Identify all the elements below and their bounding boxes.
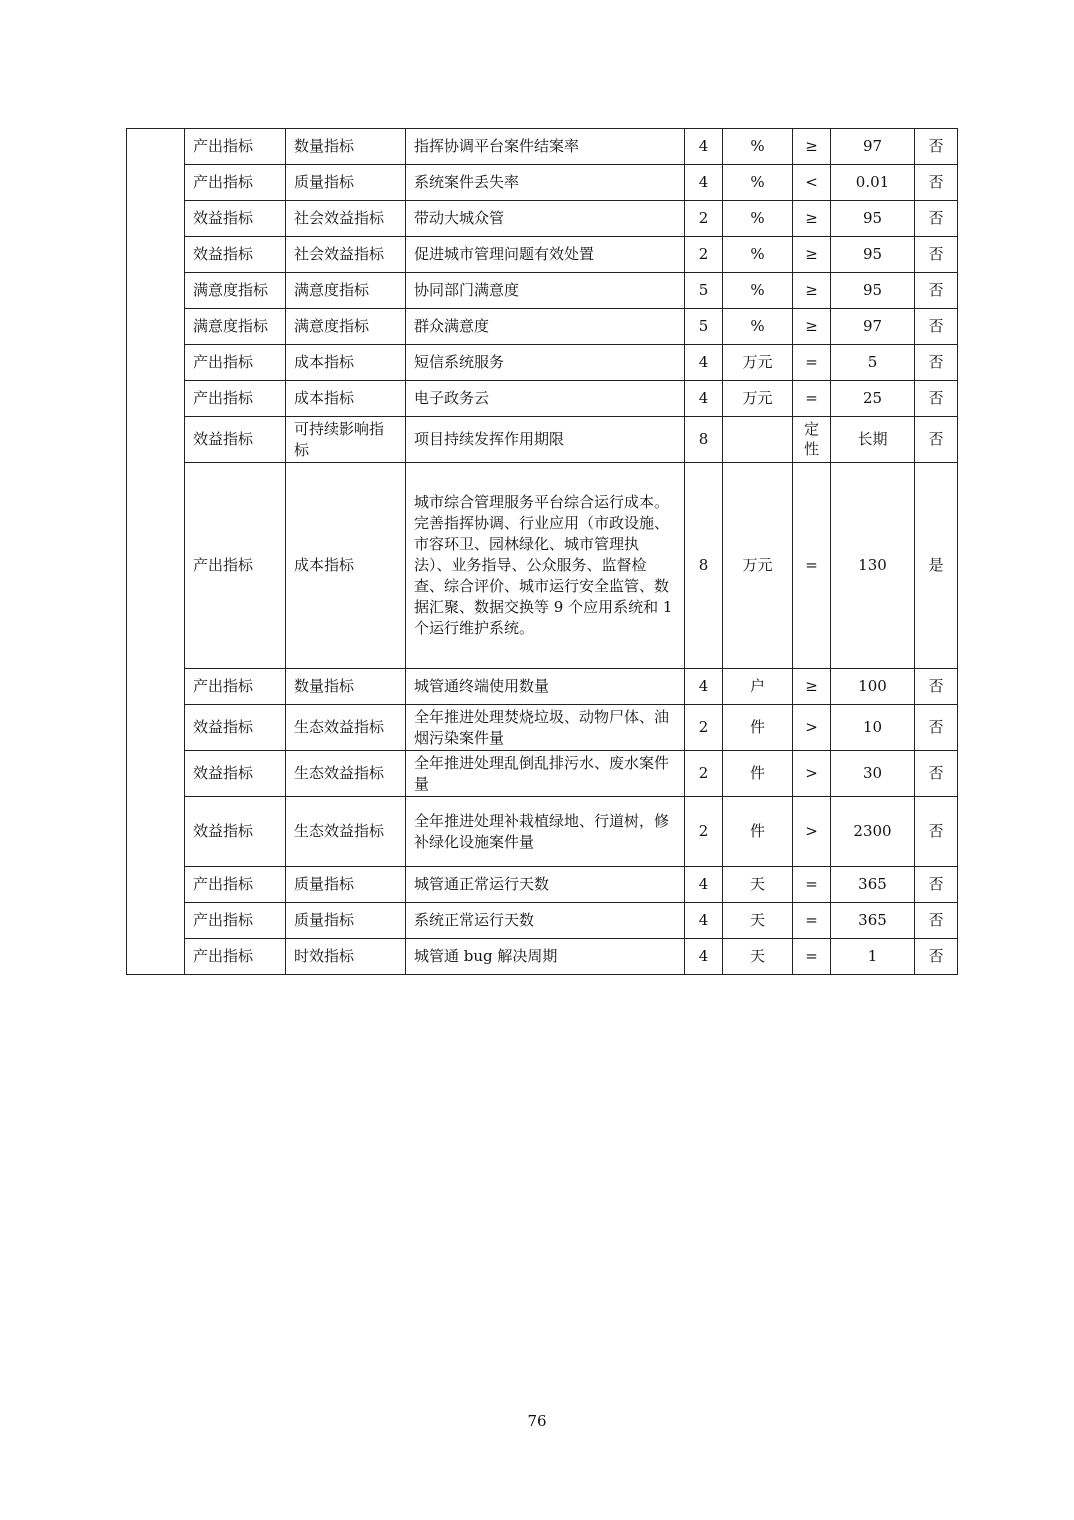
operator-cell: > [793,705,831,751]
core-indicator-cell: 否 [915,903,958,939]
indicator-name-cell: 带动大城众管 [406,201,685,237]
unit-cell: % [723,165,793,201]
unit-cell: % [723,201,793,237]
indicator-name-cell: 城管通正常运行天数 [406,867,685,903]
level1-cell: 满意度指标 [185,309,286,345]
core-indicator-cell: 否 [915,751,958,797]
weight-cell: 8 [685,417,723,463]
level1-cell: 效益指标 [185,237,286,273]
target-value-cell: 95 [831,201,915,237]
table-row [127,309,958,345]
table-row [127,129,958,165]
level1-cell: 产出指标 [185,939,286,975]
level2-cell: 质量指标 [286,903,406,939]
merged-category-cell [127,129,185,975]
unit-cell: 万元 [723,463,793,669]
level1-cell: 产出指标 [185,903,286,939]
level2-cell: 成本指标 [286,381,406,417]
weight-cell: 2 [685,237,723,273]
level1-cell: 产出指标 [185,381,286,417]
level1-cell: 效益指标 [185,201,286,237]
page-number: 76 [527,1412,547,1430]
weight-cell: 8 [685,463,723,669]
weight-cell: 4 [685,165,723,201]
target-value-cell: 365 [831,867,915,903]
level2-cell: 社会效益指标 [286,201,406,237]
indicator-name-cell: 项目持续发挥作用期限 [406,417,685,463]
level2-cell: 满意度指标 [286,309,406,345]
target-value-cell: 25 [831,381,915,417]
table-row [127,867,958,903]
indicator-name-cell: 城市综合管理服务平台综合运行成本。完善指挥协调、行业应用（市政设施、市容环卫、园林绿化、城市管理执法）、业务指导、公众服务、监督检查、综合评价、城市运行安全监管、数据汇聚、数据交换等 9 个应用系统和 1 个运行维护系统。 [406,463,685,669]
indicator-name-cell: 城管通 bug 解决周期 [406,939,685,975]
table-row [127,381,958,417]
operator-cell: < [793,165,831,201]
core-indicator-cell: 否 [915,797,958,867]
level2-cell: 社会效益指标 [286,237,406,273]
level1-cell: 产出指标 [185,165,286,201]
core-indicator-cell: 否 [915,381,958,417]
indicator-name-cell: 城管通终端使用数量 [406,669,685,705]
weight-cell: 5 [685,273,723,309]
unit-cell: % [723,129,793,165]
unit-cell: % [723,237,793,273]
operator-cell: > [793,797,831,867]
unit-cell: 天 [723,939,793,975]
level2-cell: 生态效益指标 [286,797,406,867]
weight-cell: 4 [685,129,723,165]
indicator-name-cell: 系统正常运行天数 [406,903,685,939]
core-indicator-cell: 否 [915,237,958,273]
core-indicator-cell: 否 [915,273,958,309]
table-row [127,751,958,797]
core-indicator-cell: 否 [915,201,958,237]
level1-cell: 效益指标 [185,705,286,751]
target-value-cell: 30 [831,751,915,797]
core-indicator-cell: 否 [915,939,958,975]
table-row [127,463,958,669]
target-value-cell: 长期 [831,417,915,463]
unit-cell: 件 [723,797,793,867]
level2-cell: 质量指标 [286,867,406,903]
table-row [127,345,958,381]
unit-cell: 万元 [723,381,793,417]
target-value-cell: 0.01 [831,165,915,201]
weight-cell: 2 [685,797,723,867]
weight-cell: 2 [685,705,723,751]
target-value-cell: 10 [831,705,915,751]
weight-cell: 4 [685,903,723,939]
operator-cell: ≥ [793,273,831,309]
unit-cell [723,417,793,463]
level1-cell: 满意度指标 [185,273,286,309]
table-row [127,797,958,867]
table-row [127,201,958,237]
indicator-name-cell: 系统案件丢失率 [406,165,685,201]
indicator-name-cell: 促进城市管理问题有效处置 [406,237,685,273]
indicator-name-cell: 电子政务云 [406,381,685,417]
operator-cell: ≥ [793,201,831,237]
indicator-table [126,128,958,975]
level2-cell: 成本指标 [286,345,406,381]
target-value-cell: 95 [831,237,915,273]
level1-cell: 效益指标 [185,751,286,797]
unit-cell: 天 [723,903,793,939]
core-indicator-cell: 否 [915,309,958,345]
weight-cell: 5 [685,309,723,345]
operator-cell: = [793,903,831,939]
level2-cell: 数量指标 [286,129,406,165]
indicator-name-cell: 短信系统服务 [406,345,685,381]
level2-cell: 数量指标 [286,669,406,705]
core-indicator-cell: 否 [915,867,958,903]
indicator-name-cell: 指挥协调平台案件结案率 [406,129,685,165]
table-row [127,903,958,939]
core-indicator-cell: 否 [915,417,958,463]
table-row [127,237,958,273]
level1-cell: 产出指标 [185,345,286,381]
level2-cell: 可持续影响指标 [286,417,406,463]
operator-cell: ≥ [793,669,831,705]
core-indicator-cell: 否 [915,129,958,165]
level2-cell: 满意度指标 [286,273,406,309]
target-value-cell: 5 [831,345,915,381]
level2-cell: 成本指标 [286,463,406,669]
level1-cell: 产出指标 [185,867,286,903]
target-value-cell: 95 [831,273,915,309]
core-indicator-cell: 是 [915,463,958,669]
operator-cell: 定性 [793,417,831,463]
level1-cell: 产出指标 [185,669,286,705]
indicator-name-cell: 协同部门满意度 [406,273,685,309]
unit-cell: % [723,273,793,309]
target-value-cell: 130 [831,463,915,669]
weight-cell: 4 [685,669,723,705]
weight-cell: 2 [685,751,723,797]
weight-cell: 4 [685,867,723,903]
table-row [127,669,958,705]
unit-cell: 户 [723,669,793,705]
weight-cell: 4 [685,345,723,381]
target-value-cell: 100 [831,669,915,705]
table-row [127,165,958,201]
target-value-cell: 365 [831,903,915,939]
operator-cell: = [793,939,831,975]
table-body [127,129,958,975]
table-row [127,939,958,975]
level2-cell: 质量指标 [286,165,406,201]
operator-cell: = [793,345,831,381]
level2-cell: 时效指标 [286,939,406,975]
unit-cell: 件 [723,751,793,797]
level2-cell: 生态效益指标 [286,705,406,751]
core-indicator-cell: 否 [915,669,958,705]
weight-cell: 4 [685,381,723,417]
table-row [127,705,958,751]
level1-cell: 产出指标 [185,463,286,669]
operator-cell: ≥ [793,309,831,345]
level1-cell: 效益指标 [185,797,286,867]
target-value-cell: 2300 [831,797,915,867]
unit-cell: % [723,309,793,345]
indicator-name-cell: 全年推进处理焚烧垃圾、动物尸体、油烟污染案件量 [406,705,685,751]
core-indicator-cell: 否 [915,705,958,751]
operator-cell: = [793,381,831,417]
operator-cell: > [793,751,831,797]
weight-cell: 2 [685,201,723,237]
core-indicator-cell: 否 [915,165,958,201]
unit-cell: 万元 [723,345,793,381]
operator-cell: = [793,463,831,669]
target-value-cell: 97 [831,309,915,345]
indicator-name-cell: 群众满意度 [406,309,685,345]
table-row [127,417,958,463]
table-row [127,273,958,309]
indicator-name-cell: 全年推进处理补栽植绿地、行道树，修补绿化设施案件量 [406,797,685,867]
operator-cell: = [793,867,831,903]
unit-cell: 件 [723,705,793,751]
unit-cell: 天 [723,867,793,903]
level1-cell: 效益指标 [185,417,286,463]
weight-cell: 4 [685,939,723,975]
core-indicator-cell: 否 [915,345,958,381]
operator-cell: ≥ [793,129,831,165]
target-value-cell: 97 [831,129,915,165]
level1-cell: 产出指标 [185,129,286,165]
operator-cell: ≥ [793,237,831,273]
target-value-cell: 1 [831,939,915,975]
indicator-name-cell: 全年推进处理乱倒乱排污水、废水案件量 [406,751,685,797]
level2-cell: 生态效益指标 [286,751,406,797]
